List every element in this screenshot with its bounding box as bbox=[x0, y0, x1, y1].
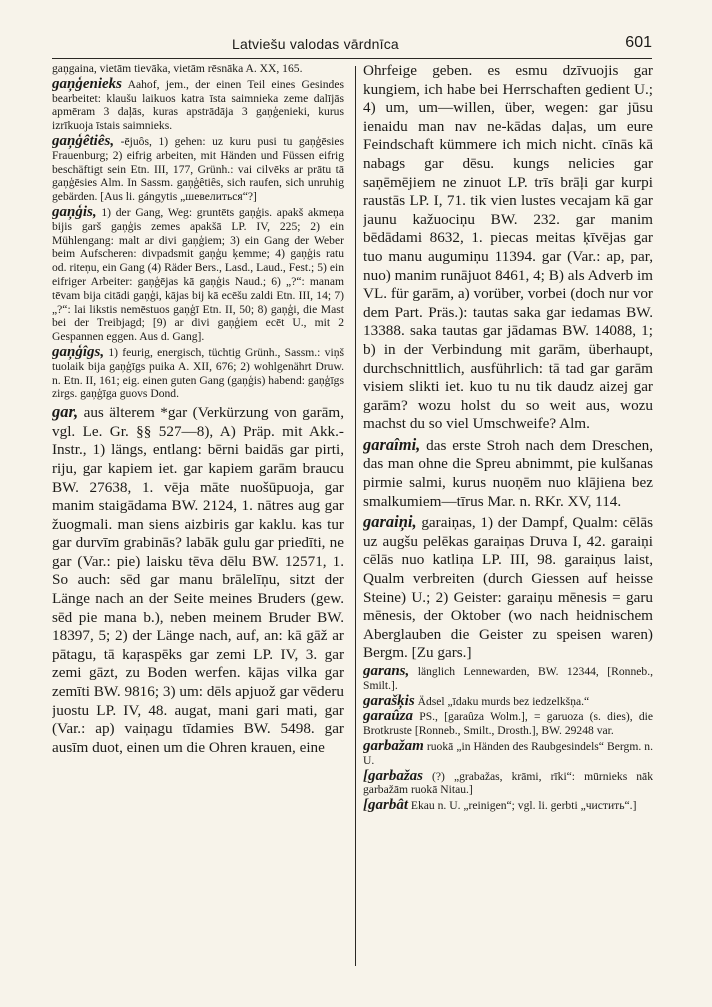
entry-headword: gaņģêtiês, bbox=[52, 132, 115, 149]
entry-text: Ädsel „īdaku murds bez iedzelkšņa.“ bbox=[414, 694, 590, 708]
entry-headword: garans, bbox=[363, 663, 410, 679]
dictionary-entry bbox=[363, 767, 653, 798]
dictionary-entry bbox=[52, 75, 344, 133]
entry-headword: garbažam bbox=[363, 737, 424, 754]
entry-text: länglich Lennewarden, BW. 12344, [Ronneb., Smilt.]. bbox=[363, 665, 653, 692]
entry-headword: garaûza bbox=[363, 708, 414, 725]
entry-text: 1) der Gang, Weg: gruntēts gaņģis. apakš akmeņa bijis garš gaņģis zemes apakšā LP. IV, 225; 2) ein Mühlengang: malt ar divi gaņģiem; 3) ein Gang der Weber beim Aufscheren: divpadsmit gaņģu ķemme; 4) gaņģis ratu od. riteņu, ein Gang (4) Räder Bers., Lasd., Laud., Fest.; 5) ein eifriger Arbeiter: gaņģējas kā gaņģis Naud.; 6) „?“: manam tēvam bija citādi gaņģi, kājas bij kā ecēšu zaldi Etn. III, 14; 7) „?“: lai likstis nemēstuos gaņģī Etn. II, 50; 8) gaņģi, die Mast bei der Treibjagd; [9) ar divi gaņģiem ecēt U., mit 2 Gespannen eggen. Aus d. Gang]. bbox=[52, 205, 344, 344]
page-number: 601 bbox=[625, 34, 652, 51]
dictionary-entry bbox=[363, 62, 653, 434]
entry-headword: gaņģis, bbox=[52, 203, 97, 220]
entry-headword: garaîmi, bbox=[363, 434, 421, 454]
dictionary-entry bbox=[363, 799, 653, 813]
entry-text: Ekau n. U. „reinigen“; vgl. li. gerbti „чистить“.] bbox=[408, 799, 637, 813]
dictionary-entry bbox=[363, 436, 653, 511]
page-header bbox=[52, 28, 652, 56]
dictionary-entry bbox=[52, 403, 344, 757]
entry-text: 1) feurig, energisch, tüchtig Grünh., Sassm.: viņš tuolaik bija gaņģīgs puika A. XII, 676; 2) wohlgenährt Druw. n. Etn. II, 161; eig. einen guten Gang (gaņģis) habend: gaņģīgs zirgs. gaņģīga guovs Dond. bbox=[52, 345, 344, 401]
entry-text: gaņgaina, vietām tievāka, vietām rēsnāka A. XX, 165. bbox=[52, 62, 303, 75]
entry-headword: garaiņi, bbox=[363, 512, 417, 532]
entry-headword: gaņģenieks bbox=[52, 75, 123, 92]
entry-text: Aahof, jem., der einen Teil eines Gesindes bearbeitet: klaušu laikuos katra īsta saimnieka zeme dalījās apmēram 3 daļās, kuras apstrādāja 3 gaņģenieki, kurus izrīkuoja īstais saimnieks. bbox=[52, 77, 344, 133]
entry-text: (?) „grabažas, krāmi, rīki“: mūrnieks nāk garbažām ruokā Nitau.] bbox=[363, 769, 653, 797]
entry-text: das erste Stroh nach dem Dreschen, das man ohne die Spreu abnimmt, pie kulšanas pirmie salmi, kurus nuoņēm nuo klājiena bez smalkumiem—tīrus Mar. n. RKr. XV, 114. bbox=[363, 436, 653, 510]
entry-headword: gar, bbox=[52, 402, 79, 422]
entry-text: ruokā „in Händen des Raubgesindels“ Bergm. n. U. bbox=[363, 739, 653, 767]
dictionary-entry bbox=[52, 62, 344, 76]
header-rule bbox=[52, 58, 652, 59]
entry-text: garaiņas, 1) der Dampf, Qualm: cēlās uz augšu pelēkas garaiņas Druva I, 42. garaiņi cēlās nuo katliņa LP. III, 98. garaiņus laist, Qualm verbreiten (durch Giessen auf heisse Steine) U.; 2) Geister: garaiņu mēnesis = garu mēnesis, der Oktober (wo nach heidnischem Aberglauben die Geister zu speisen waren) Bergm. [Zu gars.] bbox=[363, 514, 653, 662]
entry-text: -ējuôs, 1) gehen: uz kuru pusi tu gaņģēsies Frauenburg; 2) eifrig arbeiten, mit Händen und Füssen eifrig beschäftigt sein Etn. III, 177, Grünh.: vai cilvēks ar prātu tā gaņģēsies Alm. In Sassm. gaņģêtiês, sich raufen, sich unruhig gebärden. [Aus li. gángytis „шевелиться“?] bbox=[52, 134, 344, 204]
entry-headword: gaņģîgs, bbox=[52, 343, 105, 360]
running-title: Latviešu valodas vārdnīca bbox=[232, 36, 399, 52]
dictionary-entry bbox=[363, 665, 653, 693]
right-column bbox=[363, 62, 653, 987]
entry-headword: [garbažas bbox=[363, 767, 424, 784]
dictionary-entry bbox=[363, 513, 653, 663]
dictionary-entry bbox=[363, 737, 653, 768]
entry-headword: garašķis bbox=[363, 692, 415, 709]
dictionary-entry bbox=[363, 692, 653, 709]
entry-headword: [garbât bbox=[363, 797, 408, 814]
entry-text: PS., [garaûza Wolm.], = garuoza (s. dies), die Brotkruste [Ronneb., Smilt., Drosth.], BW. 29248 var. bbox=[363, 710, 653, 738]
dictionary-entry bbox=[52, 203, 344, 344]
column-divider bbox=[355, 66, 356, 966]
dictionary-entry bbox=[52, 132, 344, 204]
entry-text: aus älterem *gar (Verkürzung von garām, vgl. Le. Gr. §§ 527—8), A) Präp. mit Akk.-Instr., 1) längs, entlang: bērni baidās gar pirti, riju, gar kapiem iet. gar kapiem garām braucu BW. 27638, 1. vēja māte nuošūpuoja, gar manim staigādama BW. 2124, 1. nātres aug gar žuogmali. man siens aizbiris gar kaklu. kas tur gar durvīm grabinās? labāk gulu gar priedīti, ne gar (Var.: pie) laisku tēva dēlu BW. 12571, 1. So auch: sēd gar manu brālelīņu, sitzt der Länge nach an der Seite meines Bruders (gew. sēd pie mana b.), neben meinem Bruder BW. 18397, 5; 2) der Länge nach, auf, an: kā gāž ar pātagu, tā kaŗaspēks gar zemi LP. IV, 3. gar zemi gāzt, zu Boden werfen. kājas vilka gar zemīti BW. 9816; 3) um: dēls apjuož gar vēderu juostu LP. IV, 48. augat, mani gari mati, gar (Var.: ap) vaiņagu tīdamies BW. 5498. gar ausīm duot, einen um die Ohren krauen, eine bbox=[52, 404, 344, 756]
dictionary-entry bbox=[52, 343, 344, 401]
entry-text: Ohrfeige geben. es esmu dzīvuojis gar kungiem, ich habe bei Herrschaften gedient U.; 4) um, um—willen, über, wegen: gar jūsu ienaidu man nav ne-kādas daļas, um eure Feindschaft kümmere ich mich nicht. cīnās kā nabags gar dēsu. kungs nelicies gar saņēmējiem ne zinuot LP. trīs brāļi gar kurpi raustās LP. I, 71. tik vien lustes vecajam kā gar jaunu kažuociņu BW. 232. gar manim bēdādami 8632, 1. piecas meitas ķīvējas gar tuo manu augumiņu 11394. gar (Var.: ap, par, nuo) manim runājuot 8461, 4; B) als Adverb im VL. für garām, a) vorüber, vorbei (doch nur vor dem Part. Präs.): tautas saka gar iedamas BW. 13388. saka tautas gar jādamas BW. 14088, 1; b) in der Verbindung mit garām, überhaupt, durchschnittlich, ausführlich: tā tad gar garām visiem slikti iet. kuo tu nu tik daudz aizej gar garām? wozu holst du so weit aus, wozu machst du so viel Umschweife? Alm. bbox=[363, 62, 653, 433]
dictionary-entry bbox=[363, 710, 653, 738]
left-column bbox=[52, 62, 344, 987]
